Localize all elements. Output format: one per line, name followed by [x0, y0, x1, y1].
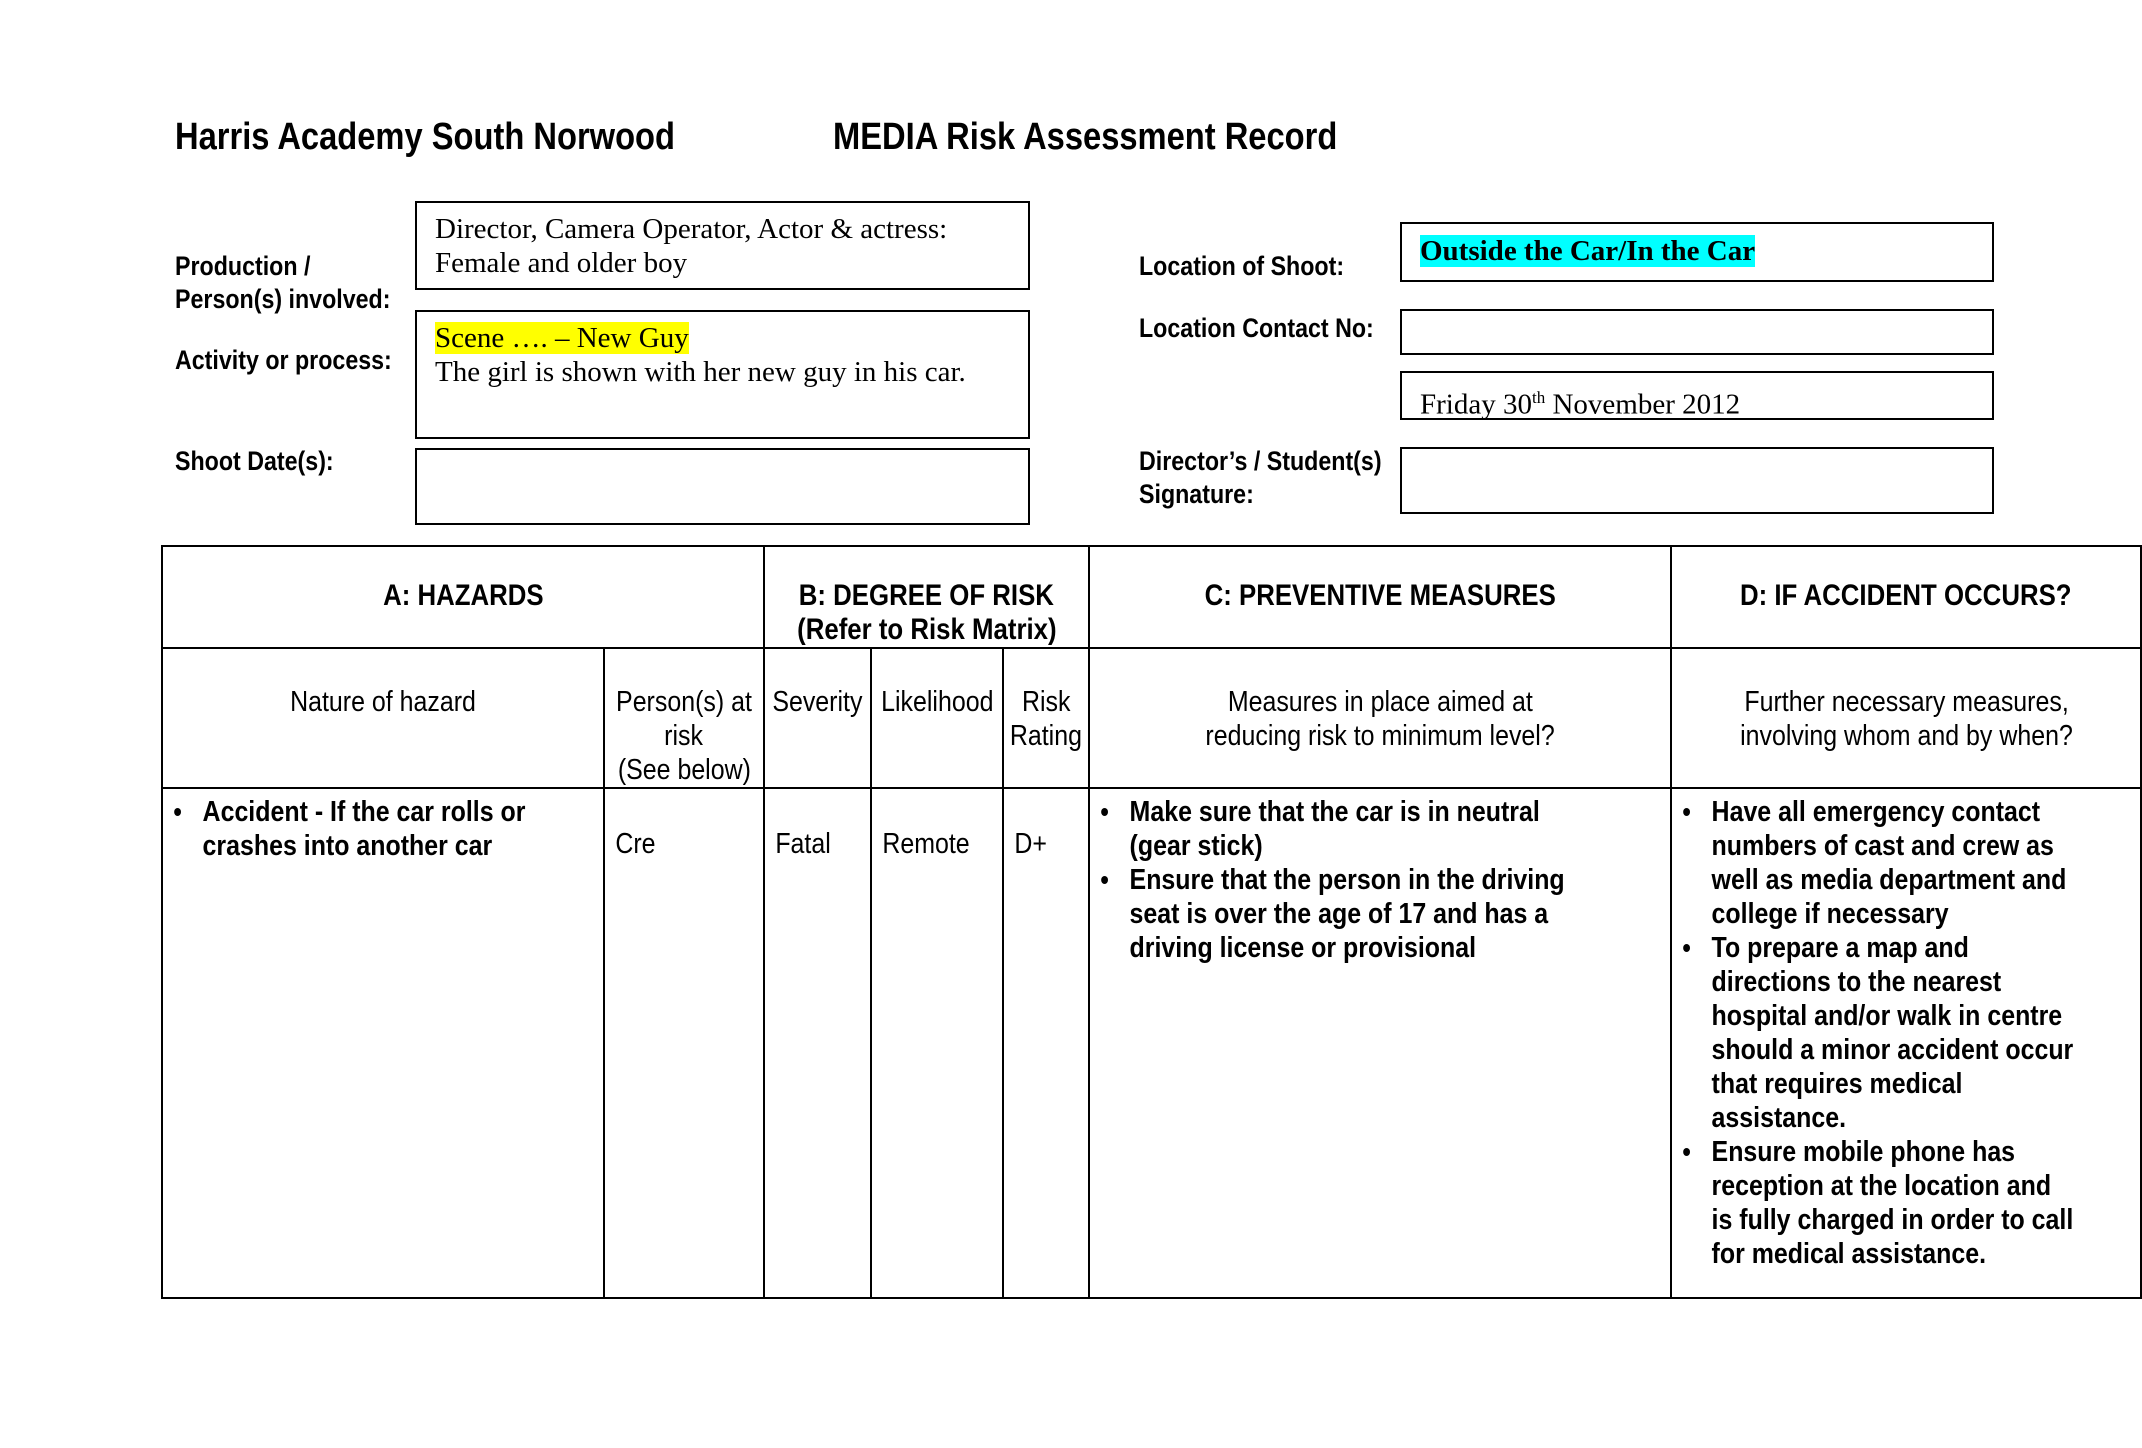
- document-title: MEDIA Risk Assessment Record: [833, 116, 1338, 158]
- hazard-item: • Accident - If the car rolls or crashes into another car: [163, 795, 541, 863]
- further-item: • Ensure mobile phone has reception at the location and is fully charged in order to call for medical assistance.: [1672, 1135, 2074, 1271]
- cell-further-measures: [1671, 788, 2141, 1298]
- table-row: [162, 788, 2141, 1298]
- header-if-accident: D: IF ACCIDENT OCCURS?: [1671, 546, 2141, 648]
- date-field[interactable]: [1400, 371, 1994, 420]
- shoot-date-value: [417, 450, 1028, 459]
- cell-likelihood: Remote: [871, 788, 1004, 1298]
- signature-value: [1402, 449, 1992, 458]
- shoot-date-field[interactable]: [415, 448, 1030, 525]
- further-item: • Have all emergency contact numbers of cast and crew as well as media department and college if necessary: [1672, 795, 2074, 931]
- subheader-measures: Measures in place aimed at reducing risk to minimum level?: [1089, 648, 1671, 788]
- production-label: [175, 250, 390, 316]
- school-name: Harris Academy South Norwood: [175, 116, 675, 158]
- signature-label-line1: Director’s / Student(s): [1139, 446, 1382, 476]
- measure-item: • Ensure that the person in the driving seat is over the age of 17 and has a driving license or provisional: [1090, 863, 1589, 965]
- header-preventive-measures: C: PREVENTIVE MEASURES: [1089, 546, 1671, 648]
- subheader-risk-rating: Risk Rating: [1003, 648, 1089, 788]
- location-value: Outside the Car/In the Car: [1420, 235, 1756, 267]
- location-field[interactable]: [1400, 222, 1994, 282]
- cell-hazard: [162, 788, 604, 1298]
- production-value-line1: Director, Camera Operator, Actor & actress:: [435, 213, 948, 245]
- cell-severity: Fatal: [764, 788, 871, 1298]
- contact-label: Location Contact No:: [1139, 313, 1374, 343]
- location-label: Location of Shoot:: [1139, 251, 1345, 281]
- subheader-persons: Person(s) at risk (See below): [604, 648, 764, 788]
- table-subheader-row: [162, 648, 2141, 788]
- production-field[interactable]: [415, 201, 1030, 290]
- contact-value: [1402, 311, 1992, 317]
- contact-field[interactable]: [1400, 309, 1994, 355]
- risk-table: [161, 545, 2142, 1299]
- further-item: • To prepare a map and directions to the nearest hospital and/or walk in centre should a minor accident occur that requires medical assistance.: [1672, 931, 2074, 1135]
- subheader-likelihood: Likelihood: [871, 648, 1004, 788]
- header-degree-of-risk: B: DEGREE OF RISK (Refer to Risk Matrix): [764, 546, 1089, 648]
- header-hazards: A: HAZARDS: [162, 546, 764, 648]
- subheader-further-measures: Further necessary measures, involving whom and by when?: [1671, 648, 2141, 788]
- shoot-date-label: Shoot Date(s):: [175, 446, 334, 476]
- signature-label: [1139, 445, 1382, 511]
- activity-label: Activity or process:: [175, 345, 392, 375]
- activity-scene-title: Scene …. – New Guy: [435, 322, 689, 354]
- date-value: Friday 30th November 2012: [1420, 388, 1741, 421]
- activity-description: The girl is shown with her new guy in his car.: [435, 356, 966, 388]
- cell-risk-rating: D+: [1003, 788, 1089, 1298]
- cell-measures: [1089, 788, 1671, 1298]
- cell-persons: Cre: [604, 788, 764, 1298]
- production-label-line1: Production /: [175, 251, 311, 281]
- signature-field[interactable]: [1400, 447, 1994, 514]
- production-label-line2: Person(s) involved:: [175, 284, 391, 314]
- activity-field[interactable]: [415, 310, 1030, 439]
- measure-item: • Make sure that the car is in neutral (gear stick): [1090, 795, 1589, 863]
- table-header-row: [162, 546, 2141, 648]
- production-value-line2: Female and older boy: [435, 247, 688, 279]
- signature-label-line2: Signature:: [1139, 479, 1254, 509]
- subheader-severity: Severity: [764, 648, 871, 788]
- subheader-nature: Nature of hazard: [162, 648, 604, 788]
